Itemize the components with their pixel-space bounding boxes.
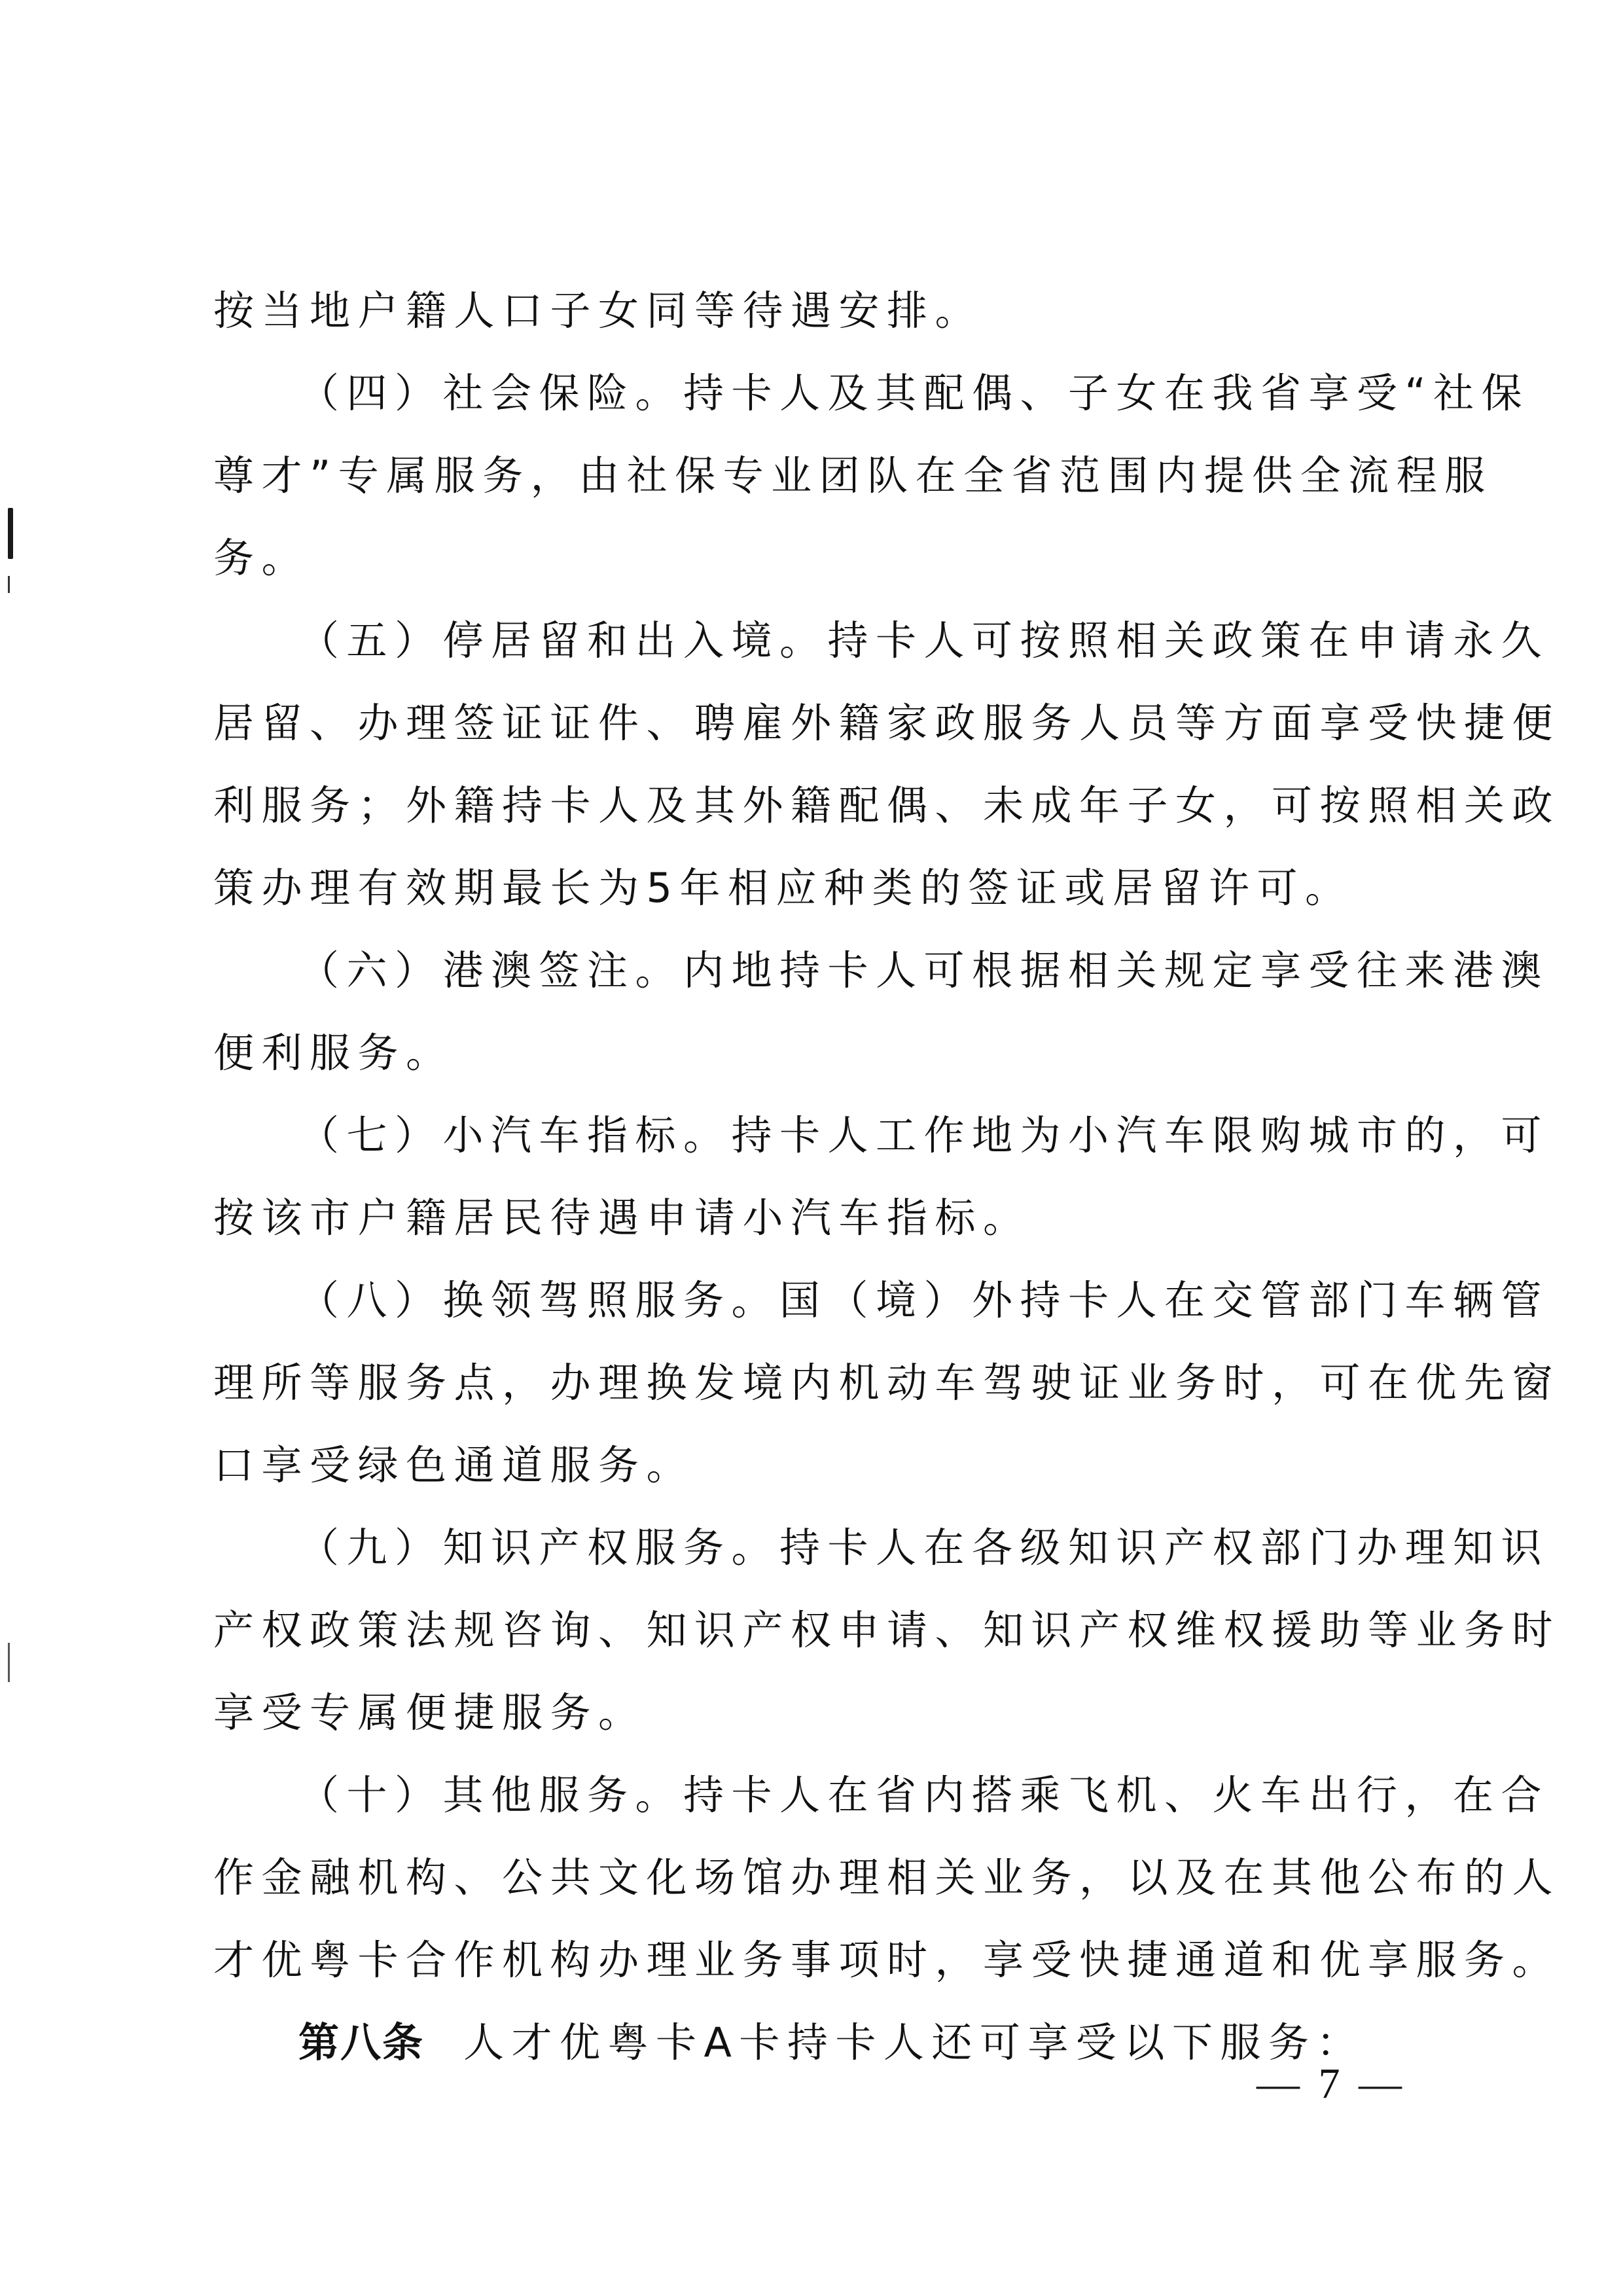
paragraph-line: 尊才”专属服务，由社保专业团队在全省范围内提供全流程服 <box>213 452 1493 499</box>
document-body <box>213 270 1561 2084</box>
paragraph-line: 务。 <box>213 534 310 582</box>
paragraph-line: 利服务；外籍持卡人及其外籍配偶、未成年子女，可按照相关政 <box>213 781 1561 829</box>
article-text: 人才优粤卡A卡持卡人还可享受以下服务： <box>463 2018 1364 2066</box>
scan-artifact-mark <box>8 1643 10 1682</box>
paragraph-line: 产权政策法规咨询、知识产权申请、知识产权维权援助等业务时 <box>213 1606 1561 1654</box>
paragraph-line: 按该市户籍居民待遇申请小汽车指标。 <box>213 1194 1031 1242</box>
section-social-insurance-line: （四）社会保险。持卡人及其配偶、子女在我省享受“社保 <box>298 369 1530 417</box>
section-car-quota-line: （七）小汽车指标。持卡人工作地为小汽车限购城市的，可 <box>298 1111 1550 1159</box>
article-eight-line <box>213 2001 1411 2084</box>
section-driving-license-line: （八）换领驾照服务。国（境）外持卡人在交管部门车辆管 <box>298 1276 1550 1324</box>
scan-artifact-mark <box>8 576 10 593</box>
paragraph-line: 才优粤卡合作机构办理业务事项时，享受快捷通道和优享服务。 <box>213 1936 1561 1984</box>
paragraph-line: 按当地户籍人口子女同等待遇安排。 <box>213 287 984 334</box>
paragraph-line: 策办理有效期最长为5年相应种类的签证或居留许可。 <box>213 864 1353 912</box>
section-intellectual-property-line: （九）知识产权服务。持卡人在各级知识产权部门办理知识 <box>298 1524 1550 1571</box>
section-residence-entry-exit-line: （五）停居留和出入境。持卡人可按照相关政策在申请永久 <box>298 617 1550 664</box>
paragraph-line: 口享受绿色通道服务。 <box>213 1441 695 1489</box>
paragraph-line: 便利服务。 <box>213 1029 454 1077</box>
section-hk-macao-endorsement-line: （六）港澳签注。内地持卡人可根据相关规定享受往来港澳 <box>298 946 1550 994</box>
paragraph-line: 理所等服务点，办理换发境内机动车驾驶证业务时，可在优先窗 <box>213 1359 1561 1407</box>
page-number: — 7 — <box>1257 2060 1406 2108</box>
paragraph-line: 享受专属便捷服务。 <box>213 1689 647 1736</box>
scan-artifact-mark <box>8 508 13 559</box>
section-other-services-line: （十）其他服务。持卡人在省内搭乘飞机、火车出行，在合 <box>298 1771 1550 1819</box>
paragraph-line: 居留、办理签证证件、聘雇外籍家政服务人员等方面享受快捷便 <box>213 699 1561 747</box>
article-heading: 第八条 <box>298 2018 425 2066</box>
paragraph-line: 作金融机构、公共文化场馆办理相关业务，以及在其他公布的人 <box>213 1854 1561 1901</box>
